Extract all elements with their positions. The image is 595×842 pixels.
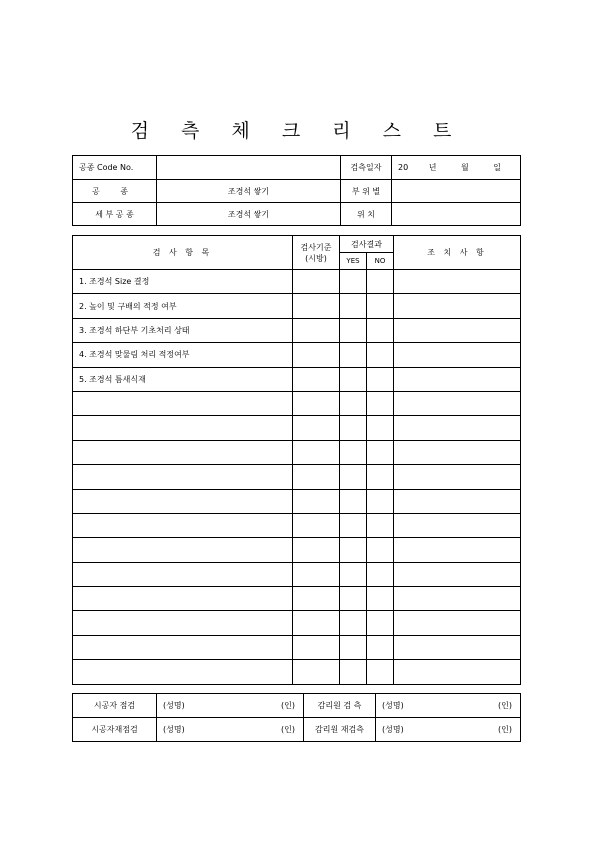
action-cell[interactable] [394, 587, 521, 611]
no-check-cell[interactable] [367, 318, 394, 342]
header-table [72, 155, 521, 226]
table-row [73, 416, 521, 440]
yes-check-cell[interactable] [340, 513, 367, 537]
yes-check-cell[interactable] [340, 465, 367, 489]
action-cell[interactable] [394, 343, 521, 367]
col-header-no: NO [367, 253, 394, 270]
yes-check-cell[interactable] [340, 538, 367, 562]
name-label: (성명) [382, 725, 404, 734]
action-cell[interactable] [394, 391, 521, 415]
contractor-recheck-sign-field[interactable] [157, 718, 304, 742]
inspect-date-field[interactable] [392, 156, 521, 180]
criteria-cell[interactable] [293, 562, 340, 586]
criteria-cell[interactable] [293, 465, 340, 489]
checklist-item-cell[interactable] [73, 538, 293, 562]
contractor-check-label: 시공자 점검 [73, 694, 157, 718]
yes-check-cell[interactable] [340, 440, 367, 464]
criteria-cell[interactable] [293, 513, 340, 537]
action-cell[interactable] [394, 318, 521, 342]
criteria-cell[interactable] [293, 440, 340, 464]
name-label: (성명) [163, 701, 185, 710]
no-check-cell[interactable] [367, 416, 394, 440]
checklist-item-cell[interactable] [73, 660, 293, 684]
contractor-check-sign-field[interactable] [157, 694, 304, 718]
criteria-cell[interactable] [293, 489, 340, 513]
action-cell[interactable] [394, 538, 521, 562]
criteria-cell[interactable] [293, 660, 340, 684]
criteria-cell[interactable] [293, 367, 340, 391]
criteria-cell[interactable] [293, 318, 340, 342]
table-row [73, 635, 521, 659]
yes-check-cell[interactable] [340, 635, 367, 659]
location-label: 위 치 [341, 203, 392, 226]
action-cell[interactable] [394, 270, 521, 294]
checklist-item-cell[interactable] [73, 416, 293, 440]
action-cell[interactable] [394, 635, 521, 659]
yes-check-cell[interactable] [340, 318, 367, 342]
table-row [73, 489, 521, 513]
yes-check-cell[interactable] [340, 489, 367, 513]
checklist-item-cell[interactable]: 1. 조경석 Size 결정 [73, 270, 293, 294]
date-day-unit: 일 [493, 163, 502, 172]
checklist-item-cell[interactable]: 4. 조경석 맞물림 처리 적정여부 [73, 343, 293, 367]
supervisor-reinspect-label: 감리원 재검측 [304, 718, 376, 742]
criteria-cell[interactable] [293, 635, 340, 659]
action-cell[interactable] [394, 416, 521, 440]
no-check-cell[interactable] [367, 465, 394, 489]
no-check-cell[interactable] [367, 440, 394, 464]
col-header-yes: YES [340, 253, 367, 270]
table-row [73, 367, 521, 391]
checklist-table [72, 235, 521, 685]
table-row [73, 513, 521, 537]
name-label: (성명) [163, 725, 185, 734]
action-cell[interactable] [394, 367, 521, 391]
checklist-item-cell[interactable]: 3. 조경석 하단부 기초처리 상태 [73, 318, 293, 342]
no-check-cell[interactable] [367, 513, 394, 537]
yes-check-cell[interactable] [340, 391, 367, 415]
criteria-cell[interactable] [293, 391, 340, 415]
action-cell[interactable] [394, 611, 521, 635]
checklist-item-cell[interactable] [73, 391, 293, 415]
yes-check-cell[interactable] [340, 343, 367, 367]
table-row [73, 611, 521, 635]
checklist-item-cell[interactable] [73, 513, 293, 537]
date-month-unit: 월 [461, 163, 469, 172]
signature-table [72, 693, 521, 742]
checklist-item-cell[interactable] [73, 465, 293, 489]
col-header-action: 조 치 사 항 [394, 236, 521, 270]
table-row [73, 660, 521, 684]
part-field[interactable] [392, 180, 521, 203]
yes-check-cell[interactable] [340, 562, 367, 586]
yes-check-cell[interactable] [340, 660, 367, 684]
table-row [73, 562, 521, 586]
no-check-cell[interactable] [367, 343, 394, 367]
yes-check-cell[interactable] [340, 367, 367, 391]
criteria-cell[interactable] [293, 343, 340, 367]
no-check-cell[interactable] [367, 294, 394, 318]
action-cell[interactable] [394, 465, 521, 489]
date-year: 20 [398, 163, 409, 172]
seal-label: (인) [498, 725, 512, 734]
seal-label: (인) [281, 725, 295, 734]
checklist-item-cell[interactable] [73, 587, 293, 611]
checklist-item-cell[interactable]: 5. 조경석 틈새식재 [73, 367, 293, 391]
supervisor-reinspect-sign-field[interactable] [376, 718, 521, 742]
no-check-cell[interactable] [367, 270, 394, 294]
yes-check-cell[interactable] [340, 587, 367, 611]
no-check-cell[interactable] [367, 635, 394, 659]
work-code-label: 공종 Code No. [73, 156, 157, 180]
checklist-item-cell[interactable] [73, 489, 293, 513]
col-header-criteria [293, 236, 340, 270]
criteria-cell[interactable] [293, 270, 340, 294]
supervisor-inspect-sign-field[interactable] [376, 694, 521, 718]
col-header-criteria-line1: 검사기준 [300, 242, 332, 252]
table-row [73, 294, 521, 318]
page-title: 검 측 체 크 리 스 트 [130, 120, 465, 142]
criteria-cell[interactable] [293, 587, 340, 611]
location-field[interactable] [392, 203, 521, 226]
checklist-item-cell[interactable] [73, 611, 293, 635]
table-row [73, 391, 521, 415]
yes-check-cell[interactable] [340, 416, 367, 440]
checklist-item-cell[interactable] [73, 635, 293, 659]
table-row [73, 440, 521, 464]
no-check-cell[interactable] [367, 587, 394, 611]
no-check-cell[interactable] [367, 367, 394, 391]
no-check-cell[interactable] [367, 611, 394, 635]
checklist-item-cell[interactable]: 2. 높이 및 구배의 적정 여부 [73, 294, 293, 318]
table-row [73, 538, 521, 562]
sub-work-label: 세 부 공 종 [73, 203, 157, 226]
col-header-criteria-line2: (시방) [305, 253, 327, 263]
yes-check-cell[interactable] [340, 611, 367, 635]
no-check-cell[interactable] [367, 391, 394, 415]
checklist-item-cell[interactable] [73, 562, 293, 586]
work-type-label: 공 종 [73, 180, 157, 203]
no-check-cell[interactable] [367, 562, 394, 586]
name-label: (성명) [382, 701, 404, 710]
table-row [73, 270, 521, 294]
work-type-value[interactable]: 조경석 쌓기 [157, 180, 341, 203]
contractor-recheck-label: 시공자재점검 [73, 718, 157, 742]
date-year-unit: 년 [428, 163, 437, 172]
yes-check-cell[interactable] [340, 294, 367, 318]
action-cell[interactable] [394, 562, 521, 586]
part-label: 부 위 별 [341, 180, 392, 203]
inspect-date-label: 검측일자 [341, 156, 392, 180]
criteria-cell[interactable] [293, 294, 340, 318]
col-header-result: 검사결과 [340, 236, 394, 253]
sub-work-value[interactable]: 조경석 쌓기 [157, 203, 341, 226]
criteria-cell[interactable] [293, 611, 340, 635]
no-check-cell[interactable] [367, 489, 394, 513]
table-row [73, 465, 521, 489]
no-check-cell[interactable] [367, 538, 394, 562]
action-cell[interactable] [394, 489, 521, 513]
checklist-item-cell[interactable] [73, 440, 293, 464]
table-row [73, 343, 521, 367]
work-code-field[interactable] [157, 156, 341, 180]
action-cell[interactable] [394, 294, 521, 318]
action-cell[interactable] [394, 660, 521, 684]
seal-label: (인) [498, 701, 512, 710]
yes-check-cell[interactable] [340, 270, 367, 294]
action-cell[interactable] [394, 513, 521, 537]
seal-label: (인) [281, 701, 295, 710]
criteria-cell[interactable] [293, 538, 340, 562]
no-check-cell[interactable] [367, 660, 394, 684]
table-row [73, 587, 521, 611]
criteria-cell[interactable] [293, 416, 340, 440]
table-row [73, 318, 521, 342]
supervisor-inspect-label: 감리원 검 측 [304, 694, 376, 718]
col-header-item: 검 사 항 목 [73, 236, 293, 270]
action-cell[interactable] [394, 440, 521, 464]
